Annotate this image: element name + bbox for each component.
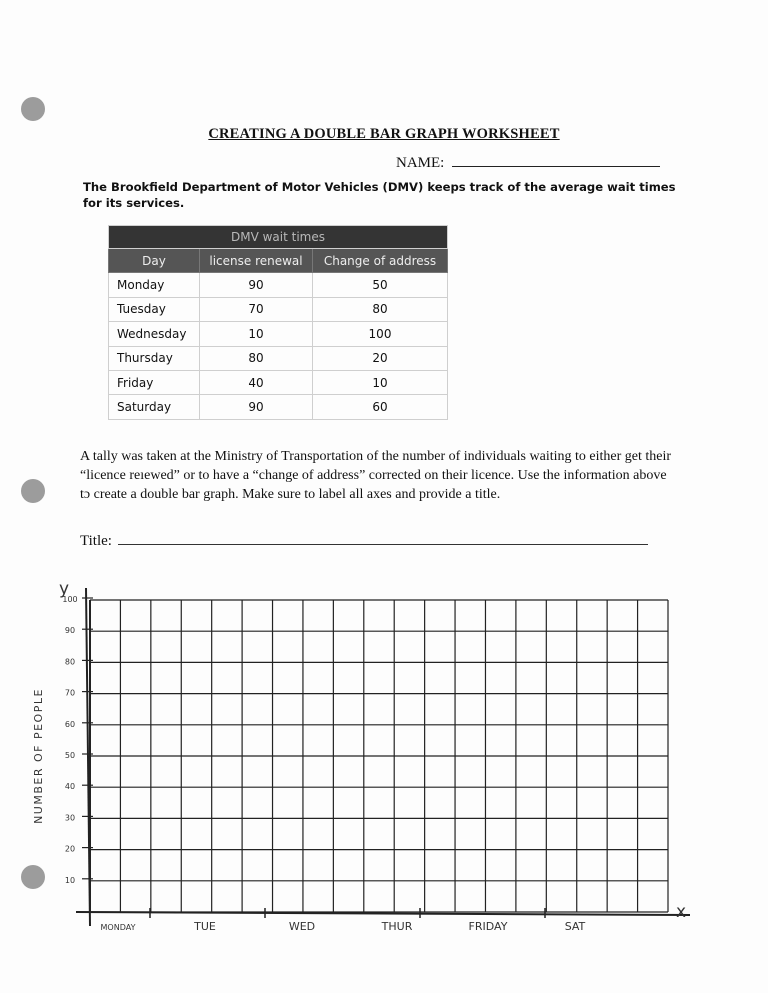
table-row: [109, 395, 448, 419]
x-category-label: SAT: [564, 920, 586, 933]
cell-change: 100: [313, 322, 448, 346]
y-tick-label: 20: [64, 844, 76, 854]
x-category-label: FRIDAY: [468, 920, 508, 933]
name-line[interactable]: [452, 154, 660, 167]
y-tick-label: 80: [64, 657, 76, 667]
cell-license: 90: [200, 395, 313, 419]
y-axis-label: NUMBER OF PEOPLE: [32, 688, 45, 824]
dmv-wait-times-table: [108, 225, 448, 420]
x-category-label: MONDAY: [100, 923, 136, 932]
header-change-of-address: Change of address: [313, 249, 448, 273]
y-tick-label: 50: [64, 751, 76, 760]
graph-title-line[interactable]: [118, 532, 648, 545]
y-tick-label: 30: [64, 813, 76, 823]
cell-license: 70: [200, 297, 313, 321]
table-row: [109, 370, 448, 394]
table-row: [109, 346, 448, 370]
cell-day: Wednesday: [109, 322, 200, 346]
name-row: [396, 154, 660, 172]
y-tick-label: 40: [64, 782, 76, 792]
table-caption: DMV wait times: [109, 226, 448, 249]
y-tick-label: 10: [64, 875, 76, 885]
graph-grid: [76, 588, 690, 926]
cell-change: 20: [313, 346, 448, 370]
x-category-label: THUR: [381, 920, 413, 933]
cell-day: Saturday: [109, 395, 200, 419]
cell-license: 40: [200, 370, 313, 394]
header-day: Day: [109, 249, 200, 273]
cell-day: Tuesday: [109, 297, 200, 321]
instructions-text: A tally was taken at the Ministry of Transportation of the number of individuals waiting to either get their “licence reıewed” or to have a “change of address” corrected on their licence. Use the information above tɔ create a double bar graph. Make sure to label all axes and provide a title.: [80, 449, 672, 502]
table-row: [109, 273, 448, 297]
x-axis-letter: x: [676, 902, 687, 922]
x-category-label: TUE: [194, 920, 216, 933]
x-category-label: WED: [288, 920, 316, 933]
cell-change: 80: [313, 297, 448, 321]
cell-license: 90: [200, 273, 313, 297]
cell-license: 80: [200, 346, 313, 370]
name-label: NAME:: [396, 155, 445, 171]
table-row: [109, 297, 448, 321]
title-label: Title:: [80, 533, 112, 549]
graph-title-row: [80, 532, 648, 550]
y-axis-letter: y: [59, 579, 70, 599]
header-license-renewal: license renewal: [200, 249, 313, 273]
cell-day: Monday: [109, 273, 200, 297]
y-tick-label: 70: [64, 688, 76, 698]
y-tick-label: 90: [64, 626, 76, 636]
cell-day: Friday: [109, 370, 200, 394]
cell-license: 10: [200, 322, 313, 346]
y-tick-label: 60: [64, 719, 76, 729]
intro-text: The Brookfield Department of Motor Vehicles (DMV) keeps track of the average wait times for its services.: [83, 180, 676, 210]
y-tick-label: 100: [62, 595, 78, 604]
cell-day: Thursday: [109, 346, 200, 370]
table-header-row: [109, 249, 448, 273]
cell-change: 60: [313, 395, 448, 419]
cell-change: 50: [313, 273, 448, 297]
table-row: [109, 322, 448, 346]
punch-hole-middle: [21, 479, 45, 503]
worksheet-title: CREATING A DOUBLE BAR GRAPH WORKSHEET: [208, 126, 560, 142]
punch-hole-top: [21, 97, 45, 121]
cell-change: 10: [313, 370, 448, 394]
graph-grid-area[interactable]: [0, 570, 768, 950]
